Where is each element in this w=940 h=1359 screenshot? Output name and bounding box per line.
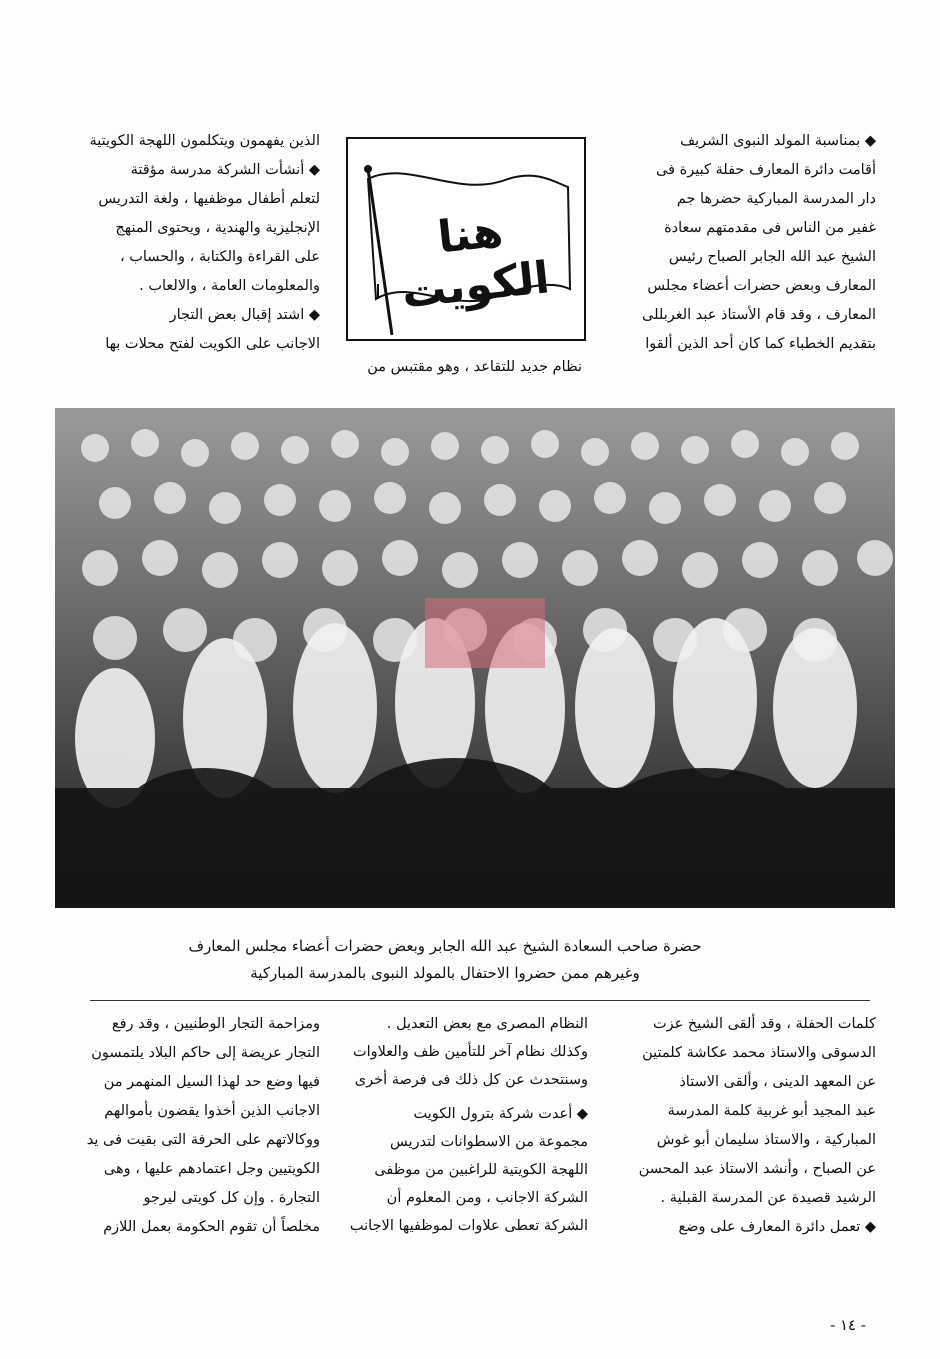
text-line: لتعلم أطفال موظفيها ، ولغة التدريس — [98, 191, 320, 207]
text-line: الشيخ عبد الله الجابر الصباح رئيس — [668, 249, 876, 265]
text-line: الذين يفهمون ويتكلمون اللهجة الكويتية — [89, 133, 320, 149]
text-line: مخلصاً أن تقوم الحكومة بعمل اللازم — [103, 1219, 320, 1235]
top-left-column — [70, 127, 320, 359]
photo-caption — [120, 933, 770, 987]
text-line: أقامت دائرة المعارف حفلة كبيرة فى — [656, 162, 876, 178]
text-line: المعارف ، وقد قام الأستاذ عبد الغربللى — [642, 307, 876, 323]
text-line: غفير من الناس فى مقدمتهم سعادة — [664, 220, 876, 236]
text-line: المعارف وبعض حضرات أعضاء مجلس — [647, 278, 876, 294]
top-right-column — [614, 127, 876, 359]
text-line: بتقديم الخطباء كما كان أحد الذين ألقوا — [645, 336, 876, 352]
text-line: ◆ اشتد إقبال بعض التجار — [169, 307, 320, 323]
horizontal-divider — [90, 1000, 870, 1001]
text-line: الإنجليزية والهندية ، ويحتوى المنهج — [115, 220, 320, 236]
text-line: وكذلك نظام آخر للتأمين ظف والعلاوات — [352, 1044, 588, 1060]
text-line: ومزاحمة التجار الوطنيين ، وقد رفع — [111, 1016, 320, 1032]
text-line: الشركة الاجانب ، ومن المعلوم أن — [386, 1190, 588, 1206]
masthead-box — [346, 137, 586, 341]
text-line: المباركية ، والاستاذ سليمان أبو غوش — [656, 1132, 876, 1148]
text-line: اللهجة الكويتية للراغبين من موظفى — [374, 1162, 588, 1178]
text-line: النظام المصرى مع بعض التعديل . — [386, 1016, 588, 1032]
text-line: الكويتيين وجل اعتمادهم عليها ، وهى — [103, 1161, 320, 1177]
text-line: والمعلومات العامة ، والالعاب . — [139, 278, 320, 294]
text-line: ◆ أنشأت الشركة مدرسة مؤقتة — [130, 162, 320, 178]
text-line: فيها وضع حد لهذا السيل المنهمر من — [103, 1074, 320, 1090]
text-line: التجار عريضة إلى حاكم البلاد يلتمسون — [91, 1045, 320, 1061]
text-line: عبد المجيد أبو غربية كلمة المدرسة — [667, 1103, 876, 1119]
masthead-title: هنا الكويت — [399, 205, 552, 319]
crowd-photo — [55, 408, 895, 908]
text-line: عن الصباح ، وأنشد الاستاذ عبد المحسن — [638, 1161, 876, 1177]
top-middle-line — [346, 353, 582, 382]
text-line: على القراءة والكتابة ، والحساب ، — [119, 249, 320, 265]
text-line: الرشيد قصيدة عن المدرسة القبلية . — [660, 1190, 876, 1206]
text-line: الدسوقى والاستاذ محمد عكاشة كلمتين — [642, 1045, 876, 1061]
text-line: ◆ بمناسبة المولد النبوى الشريف — [680, 133, 876, 149]
text-line: التجارة . وإن كل كويتى ليرجو — [143, 1190, 320, 1206]
bottom-left-column — [78, 1010, 320, 1242]
crowd-illustration — [55, 408, 895, 908]
bottom-right-column — [614, 1010, 876, 1242]
page-number: - ١٤ - — [830, 1316, 866, 1334]
text-line: ◆ أعدت شركة بترول الكويت — [413, 1106, 588, 1122]
bottom-middle-column — [340, 1010, 588, 1240]
text-line: ◆ تعمل دائرة المعارف على وضع — [678, 1219, 876, 1235]
text-line: نظام جديد للتقاعد ، وهو مقتبس من — [367, 359, 582, 375]
text-line: وسنتحدث عن كل ذلك فى فرصة أخرى — [354, 1072, 588, 1088]
text-line: كلمات الحفلة ، وقد ألقى الشيخ عزت — [652, 1016, 876, 1032]
text-line: الشركة تعطى علاوات لموظفيها الاجانب — [349, 1218, 588, 1234]
caption-line: حضرة صاحب السعادة الشيخ عبد الله الجابر وبعض حضرات أعضاء مجلس المعارف — [188, 937, 702, 955]
text-line: مجموعة من الاسطوانات لتدريس — [390, 1134, 588, 1150]
text-line: عن المعهد الدينى ، وألقى الاستاذ — [679, 1074, 876, 1090]
text-line: الاجانب الذين أخذوا يقضون بأموالهم — [104, 1103, 320, 1119]
text-line: دار المدرسة المباركية حضرها جم — [676, 191, 876, 207]
caption-line: وغيرهم ممن حضروا الاحتفال بالمولد النبوى بالمدرسة المباركية — [250, 964, 640, 982]
text-line: الاجانب على الكويت لفتح محلات بها — [105, 336, 320, 352]
text-line: ووكالاتهم على الحرفة التى بقيت فى يد — [86, 1132, 320, 1148]
